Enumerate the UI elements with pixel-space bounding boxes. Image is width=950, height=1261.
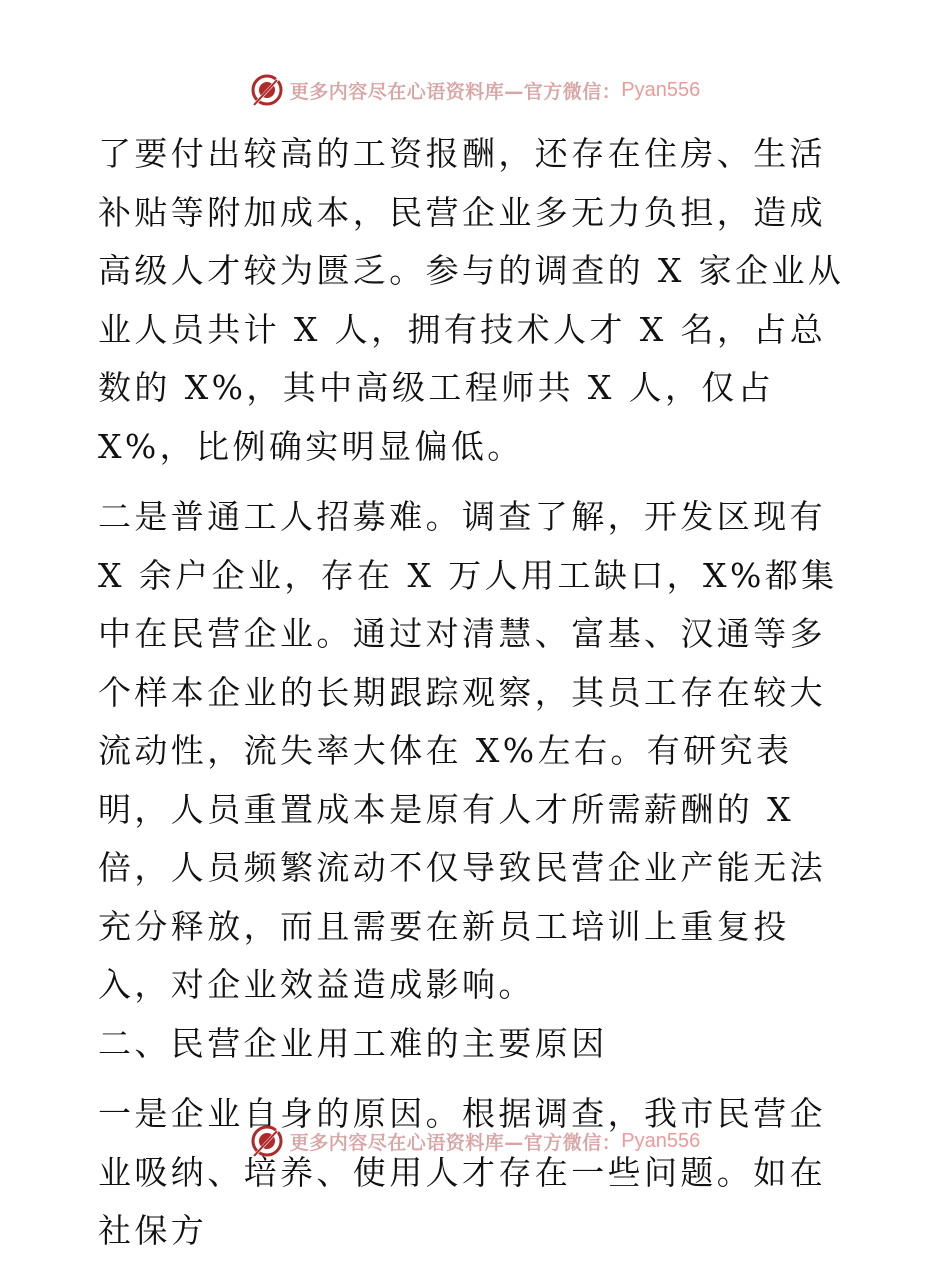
footer-watermark [0,1121,950,1161]
paragraph-2: 二是普通工人招募难。调查了解，开发区现有 X 余户企业，存在 X 万人用工缺口，X%都集中在民营企业。通过对清慧、富基、汉通等多个样本企业的长期跟踪观察，其员工存在较大流动性，流失率大体在 X%左右。有研究表明，人员重置成本是原有人才所需薪酬的 X 倍，人员频繁流动不仅导致民营企业产能无法充分释放，而且需要在新员工培训上重复投入，对企业效益造成影响。 [98,497,838,1004]
document-body [98,125,850,1261]
watermark-text: 更多内容尽在心语资料库—官方微信： [289,80,622,103]
paragraph-1: 了要付出较高的工资报酬，还存在住房、生活补贴等附加成本，民营企业多无力负担，造成高级人才较为匮乏。参与的调查的 X 家企业从业人员共计 X 人，拥有技术人才 X 名，占总数的 X%，其中高级工程师共 X 人，仅占 X%，比例确实明显偏低。 [98,134,845,466]
quill-seal-icon [250,1124,284,1158]
watermark-text: 更多内容尽在心语资料库—官方微信： [289,1131,622,1154]
watermark-wechat-id: Pyan556 [621,1129,701,1152]
section-heading: 二、民营企业用工难的主要原因 [98,1023,608,1063]
paragraph-3: 一是企业自身的原因。根据调查，我市民营企业吸纳、培养、使用人才存在一些问题。如在社保方 [98,1094,826,1250]
watermark-wechat-id: Pyan556 [621,78,701,101]
header-watermark [0,70,950,110]
quill-seal-icon [250,73,284,107]
